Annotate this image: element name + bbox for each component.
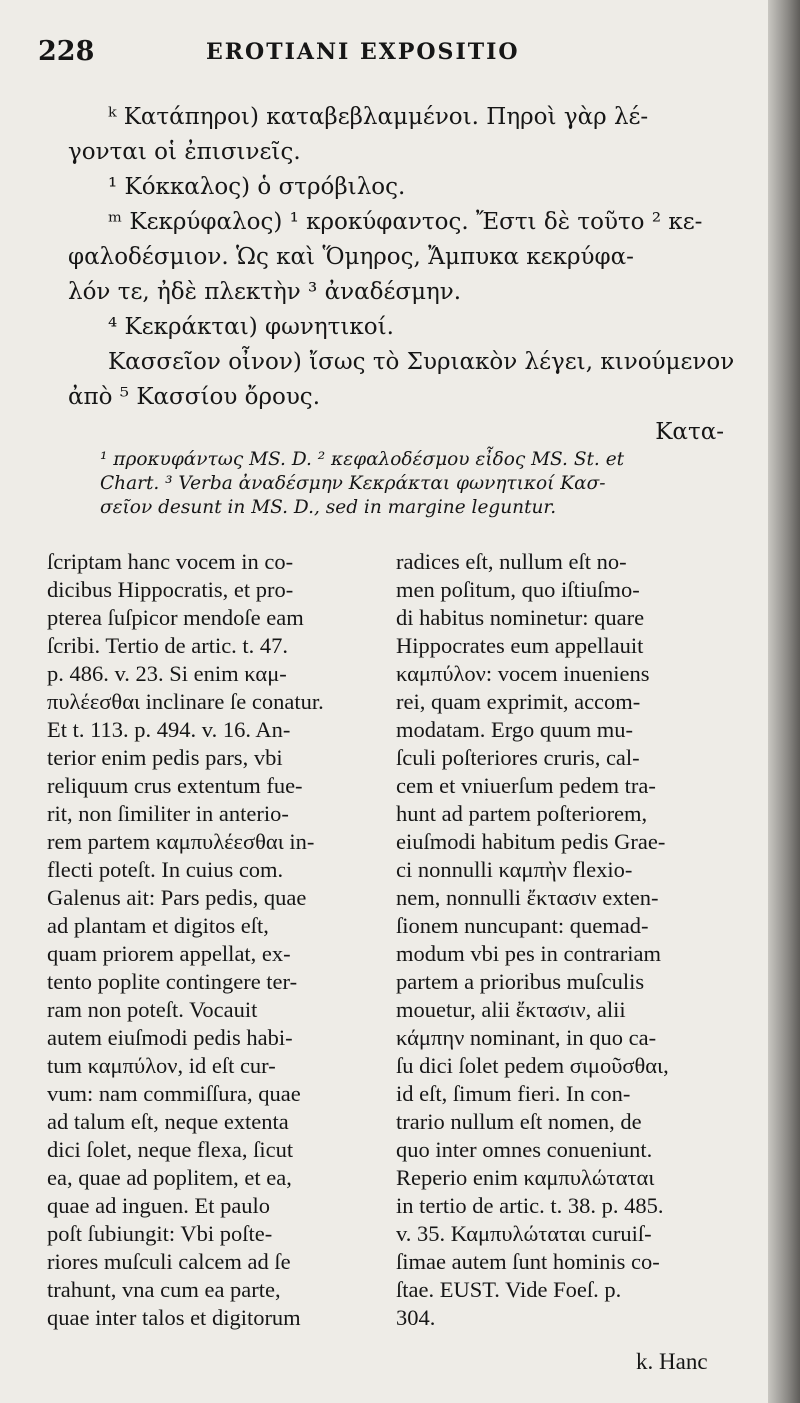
running-head: EROTIANI EXPOSITIO	[206, 39, 520, 65]
column-line: rem partem καμπυλέεσθαι in-	[47, 829, 315, 854]
column-line: ſu dici ſolet pedem σιμοῦσθαι,	[396, 1053, 669, 1078]
page-number: 228	[38, 36, 95, 67]
entry-line: φαλοδέσμιον. Ὡς καὶ Ὅμηρος, Ἄμπυκα κεκρύφα-	[68, 244, 634, 270]
glossary-entries	[68, 100, 735, 450]
column-line: ſculi poſteriores cruris, cal-	[396, 745, 640, 770]
column-line: ſtae. EUST. Vide Foeſ. p.	[396, 1277, 622, 1302]
footnote-line: ¹ προκυφάντως MS. D. ² κεφαλοδέσμου εἶδος MS. St. et	[100, 449, 625, 470]
column-line: Et t. 113. p. 494. v. 16. An-	[47, 717, 291, 742]
column-line: cem et vniuerſum pedem tra-	[396, 773, 656, 798]
column-line: quam priorem appellat, ex-	[47, 941, 291, 966]
column-line: tento poplite contingere ter-	[47, 969, 298, 994]
column-line: id eſt, ſimum fieri. In con-	[396, 1081, 631, 1106]
column-line: modatam. Ergo quum mu-	[396, 717, 634, 742]
column-line: Hippocrates eum appellauit	[396, 633, 644, 658]
column-line: ad talum eſt, neque extenta	[47, 1109, 289, 1134]
column-line: riores muſculi calcem ad ſe	[47, 1249, 291, 1274]
entry-line: λόν τε, ἠδὲ πλεκτὴν ³ ἀναδέσμην.	[68, 279, 462, 305]
column-line: καμπύλον: vocem inueniens	[396, 661, 650, 686]
entry-line: ἀπὸ ⁵ Κασσίου ὄρους.	[68, 384, 321, 410]
column-line: 304.	[396, 1305, 436, 1330]
entry-line: ᵏ Κατάπηροι) καταβεβλαμμένοι. Πηροὶ γὰρ λέ-	[108, 104, 649, 130]
column-line: πυλέεσθαι inclinare ſe conatur.	[47, 689, 324, 714]
column-line: κάμπην nominant, in quo ca-	[396, 1025, 657, 1050]
column-line: poſt ſubiungit: Vbi poſte-	[47, 1221, 273, 1246]
column-line: ci nonnulli καμπὴν flexio-	[396, 857, 633, 882]
catchword: k. Hanc	[636, 1349, 708, 1374]
column-line: mouetur, alii ἔκτασιν, alii	[396, 997, 626, 1022]
column-line: v. 35. Καμπυλώταται curuiſ-	[396, 1221, 652, 1246]
column-line: modum vbi pes in contrariam	[396, 941, 661, 966]
column-line: ſionem nuncupant: quemad-	[396, 913, 649, 938]
commentary-left-column	[47, 548, 372, 1332]
column-line: quo inter omnes conueniunt.	[396, 1137, 653, 1162]
column-line: nem, nonnulli ἔκτασιν exten-	[396, 885, 659, 910]
column-line: terior enim pedis pars, vbi	[47, 745, 283, 770]
column-line: flecti poteſt. In cuius com.	[47, 857, 284, 882]
page-header	[38, 36, 758, 76]
column-line: ſimae autem ſunt hominis co-	[396, 1249, 660, 1274]
column-line: ſcriptam hanc vocem in co-	[47, 549, 294, 574]
column-line: dici ſolet, neque flexa, ſicut	[47, 1137, 294, 1162]
column-line: rei, quam exprimit, accom-	[396, 689, 641, 714]
entry-line: γονται οἱ ἐπισινεῖς.	[68, 139, 301, 165]
column-line: di habitus nominetur: quare	[396, 605, 645, 630]
column-line: reliquum crus extentum fue-	[47, 773, 303, 798]
column-line: in tertio de artic. t. 38. p. 485.	[396, 1193, 664, 1218]
catchword-greek: Κατα-	[655, 419, 724, 445]
column-line: ad plantam et digitos eſt,	[47, 913, 269, 938]
column-line: radices eſt, nullum eſt no-	[396, 549, 627, 574]
entry-line: ᵐ Κεκρύφαλος) ¹ κροκύφαντος. Ἔστι δὲ τοῦτο ² κε-	[108, 209, 703, 235]
footnote-line: σεῖον desunt in MS. D., sed in margine leguntur.	[100, 497, 557, 518]
entry-line: ¹ Κόκκαλος) ὁ στρόβιλος.	[108, 174, 406, 200]
column-line: men poſitum, quo iſtiuſmo-	[396, 577, 640, 602]
column-line: trario nullum eſt nomen, de	[396, 1109, 642, 1134]
column-line: ram non poteſt. Vocauit	[47, 997, 258, 1022]
column-line: quae ad inguen. Et paulo	[47, 1193, 271, 1218]
column-line: vum: nam commiſſura, quae	[47, 1081, 301, 1106]
column-line: ea, quae ad poplitem, et ea,	[47, 1165, 292, 1190]
column-line: autem eiuſmodi pedis habi-	[47, 1025, 293, 1050]
column-line: ſcribi. Tertio de artic. t. 47.	[47, 633, 289, 658]
entry-line: Κασσεῖον οἶνον) ἴσως τὸ Συριακὸν λέγει, κινούμενον	[108, 349, 735, 375]
column-line: p. 486. v. 23. Si enim καμ-	[47, 661, 287, 686]
column-line: quae inter talos et digitorum	[47, 1305, 301, 1330]
column-line: pterea ſuſpicor mendoſe eam	[47, 605, 304, 630]
column-line: tum καμπύλον, id eſt cur-	[47, 1053, 276, 1078]
column-line: eiuſmodi habitum pedis Grae-	[396, 829, 666, 854]
column-line: dicibus Hippocratis, et pro-	[47, 577, 294, 602]
column-line: hunt ad partem poſteriorem,	[396, 801, 648, 826]
column-line: Galenus ait: Pars pedis, quae	[47, 885, 307, 910]
column-line: rit, non ſimiliter in anterio-	[47, 801, 289, 826]
footnote-line: Chart. ³ Verba ἀναδέσμην Κεκράκται φωνητικοί Κασ-	[100, 473, 606, 494]
book-gutter-shadow	[768, 0, 800, 1403]
column-line: Reperio enim καμπυλώταται	[396, 1165, 655, 1190]
column-line: partem a prioribus muſculis	[396, 969, 645, 994]
entry-line: ⁴ Κεκράκται) φωνητικοί.	[108, 314, 394, 340]
commentary-right-column	[396, 548, 726, 1332]
footnotes	[100, 448, 730, 520]
column-line: trahunt, vna cum ea parte,	[47, 1277, 281, 1302]
